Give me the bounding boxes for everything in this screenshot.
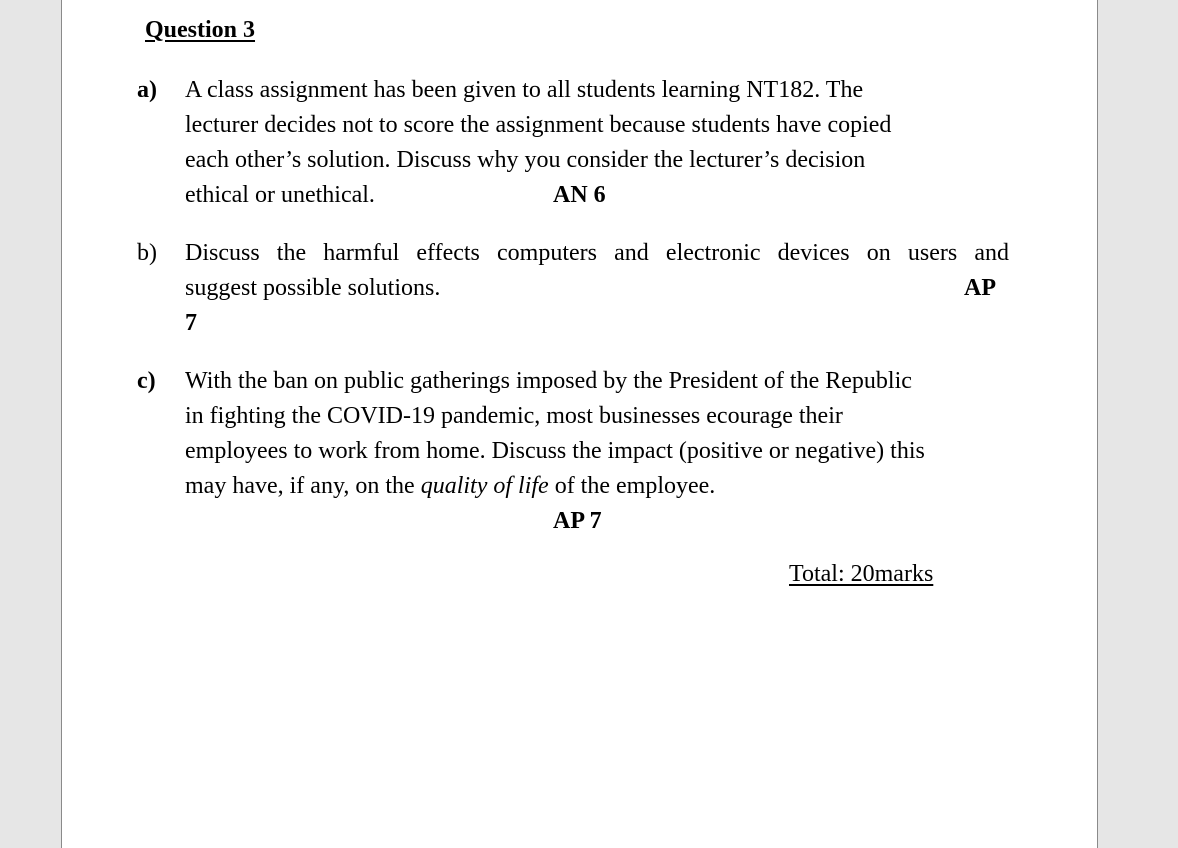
part-c-line-2: in fighting the COVID-19 pandemic, most businesses ecourage their	[185, 403, 843, 429]
part-c-emphasis: quality of life	[420, 473, 549, 499]
part-a-label: a)	[137, 77, 157, 103]
part-a-line-1: A class assignment has been given to all students learning NT182. The	[185, 77, 864, 103]
part-b-mark-continued: 7	[185, 310, 197, 336]
part-a-line-2: lecturer decides not to score the assignment because students have copied	[185, 112, 892, 138]
part-a-line-3: each other’s solution. Discuss why you consider the lecturer’s decision	[185, 147, 866, 173]
part-c-label: c)	[137, 368, 156, 394]
part-c-line-3: employees to work from home. Discuss the impact (positive or negative) this	[185, 438, 925, 464]
part-c-line-4	[185, 473, 715, 500]
part-a-mark: AN 6	[553, 182, 606, 208]
total-marks: Total: 20marks	[789, 561, 934, 587]
part-c-line-4-pre: may have, if any, on the	[185, 473, 421, 499]
part-a-line-4: ethical or unethical.	[185, 182, 375, 208]
part-b-line-1	[185, 240, 1009, 267]
part-c-line-1: With the ban on public gatherings imposed by the President of the Republic	[185, 368, 912, 394]
question-title: Question 3	[145, 17, 256, 43]
part-b-label: b)	[137, 240, 157, 266]
part-b-line-2: suggest possible solutions.	[185, 275, 441, 301]
part-b-line-1-text: Discuss the harmful effects computers and electronic devices on users and	[185, 240, 1009, 266]
part-c-mark: AP 7	[553, 508, 602, 534]
part-b-mark: AP	[964, 275, 996, 301]
part-c-line-4-post: of the employee.	[548, 473, 716, 499]
